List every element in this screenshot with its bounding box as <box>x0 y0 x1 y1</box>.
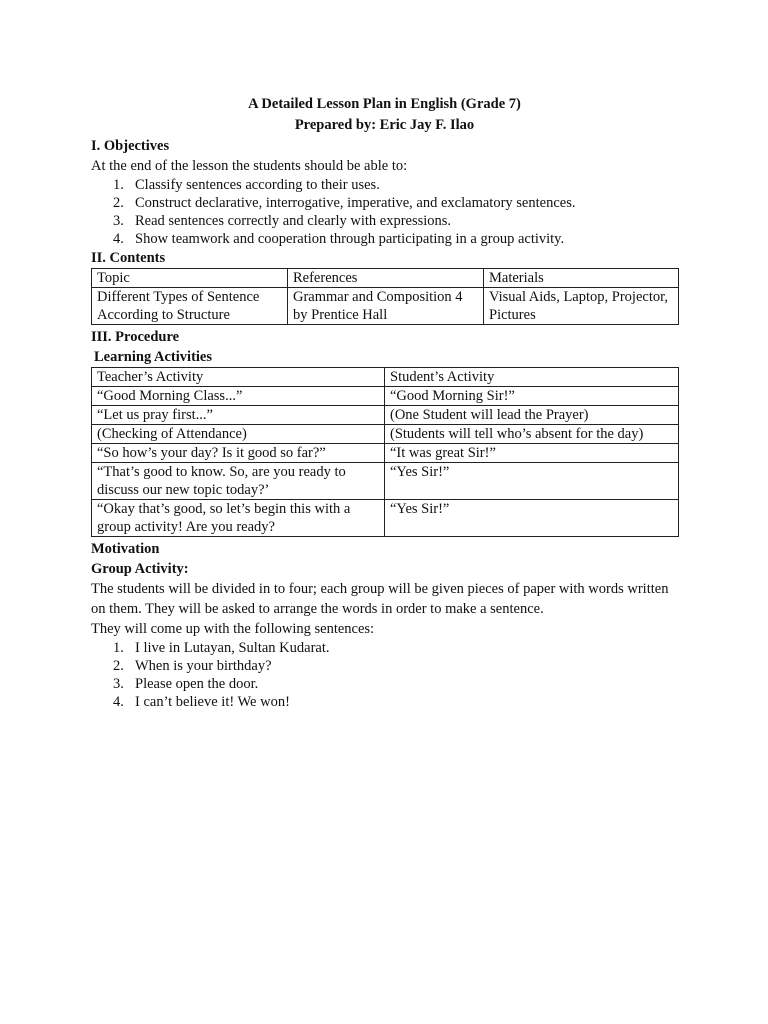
table-row <box>92 425 679 444</box>
teacher-activity-cell: “Okay that’s good, so let’s begin this with a group activity! Are you ready? <box>92 500 385 537</box>
student-activity-cell: “Yes Sir!” <box>385 500 679 537</box>
table-cell: Visual Aids, Laptop, Projector, Pictures <box>484 288 679 325</box>
procedure-heading: III. Procedure <box>91 329 180 345</box>
group-activity-description: The students will be divided in to four; each group will be given pieces of paper with words written on them. They will be asked to arrange the words in order to make a sentence. <box>91 581 669 617</box>
table-header-cell: Student’s Activity <box>385 368 679 387</box>
student-activity-cell: (Students will tell who’s absent for the day) <box>385 425 679 444</box>
sentences-list <box>91 639 678 711</box>
objective-item: 3. Read sentences correctly and clearly with expressions. <box>113 213 452 229</box>
table-row <box>92 288 679 325</box>
teacher-activity-cell: “Good Morning Class...” <box>92 387 385 406</box>
teacher-activity-cell: “Let us pray first...” <box>92 406 385 425</box>
learning-activities-heading: Learning Activities <box>94 349 213 365</box>
group-activity-heading: Group Activity: <box>91 561 189 577</box>
teacher-activity-cell: “That’s good to know. So, are you ready to discuss our new topic today?’ <box>92 463 385 500</box>
sentences-intro: They will come up with the following sentences: <box>91 621 375 637</box>
contents-heading: II. Contents <box>91 250 166 266</box>
table-row <box>92 463 679 500</box>
sentence-item: 4. I can’t believe it! We won! <box>113 694 290 710</box>
table-cell: Grammar and Composition 4 by Prentice Hall <box>288 288 484 325</box>
table-cell: Different Types of Sentence According to Structure <box>92 288 288 325</box>
sentence-item: 3. Please open the door. <box>113 676 259 692</box>
objectives-list <box>91 176 678 248</box>
table-header-row <box>92 269 679 288</box>
objective-item: 2. Construct declarative, interrogative, imperative, and exclamatory sentences. <box>113 195 576 211</box>
lesson-plan-document <box>91 94 678 711</box>
teacher-activity-cell: (Checking of Attendance) <box>92 425 385 444</box>
table-header-row <box>92 368 679 387</box>
objective-item: 1. Classify sentences according to their uses. <box>113 177 380 193</box>
document-title: A Detailed Lesson Plan in English (Grade 7) <box>248 96 521 112</box>
table-header-cell: Topic <box>92 269 288 288</box>
table-header-cell: Materials <box>484 269 679 288</box>
objectives-heading: I. Objectives <box>91 138 170 154</box>
objective-item: 4. Show teamwork and cooperation through participating in a group activity. <box>113 231 565 247</box>
sentence-item: 2. When is your birthday? <box>113 658 272 674</box>
table-header-cell: References <box>288 269 484 288</box>
teacher-activity-cell: “So how’s your day? Is it good so far?” <box>92 444 385 463</box>
table-header-cell: Teacher’s Activity <box>92 368 385 387</box>
table-row <box>92 387 679 406</box>
table-row <box>92 500 679 537</box>
activities-table <box>91 367 679 537</box>
table-row <box>92 406 679 425</box>
sentence-item: 1. I live in Lutayan, Sultan Kudarat. <box>113 640 330 656</box>
table-row <box>92 444 679 463</box>
objectives-intro: At the end of the lesson the students should be able to: <box>91 158 408 174</box>
student-activity-cell: “It was great Sir!” <box>385 444 679 463</box>
student-activity-cell: “Good Morning Sir!” <box>385 387 679 406</box>
contents-table <box>91 268 679 325</box>
student-activity-cell: (One Student will lead the Prayer) <box>385 406 679 425</box>
document-author: Prepared by: Eric Jay F. Ilao <box>294 117 475 133</box>
motivation-heading: Motivation <box>91 541 160 557</box>
student-activity-cell: “Yes Sir!” <box>385 463 679 500</box>
